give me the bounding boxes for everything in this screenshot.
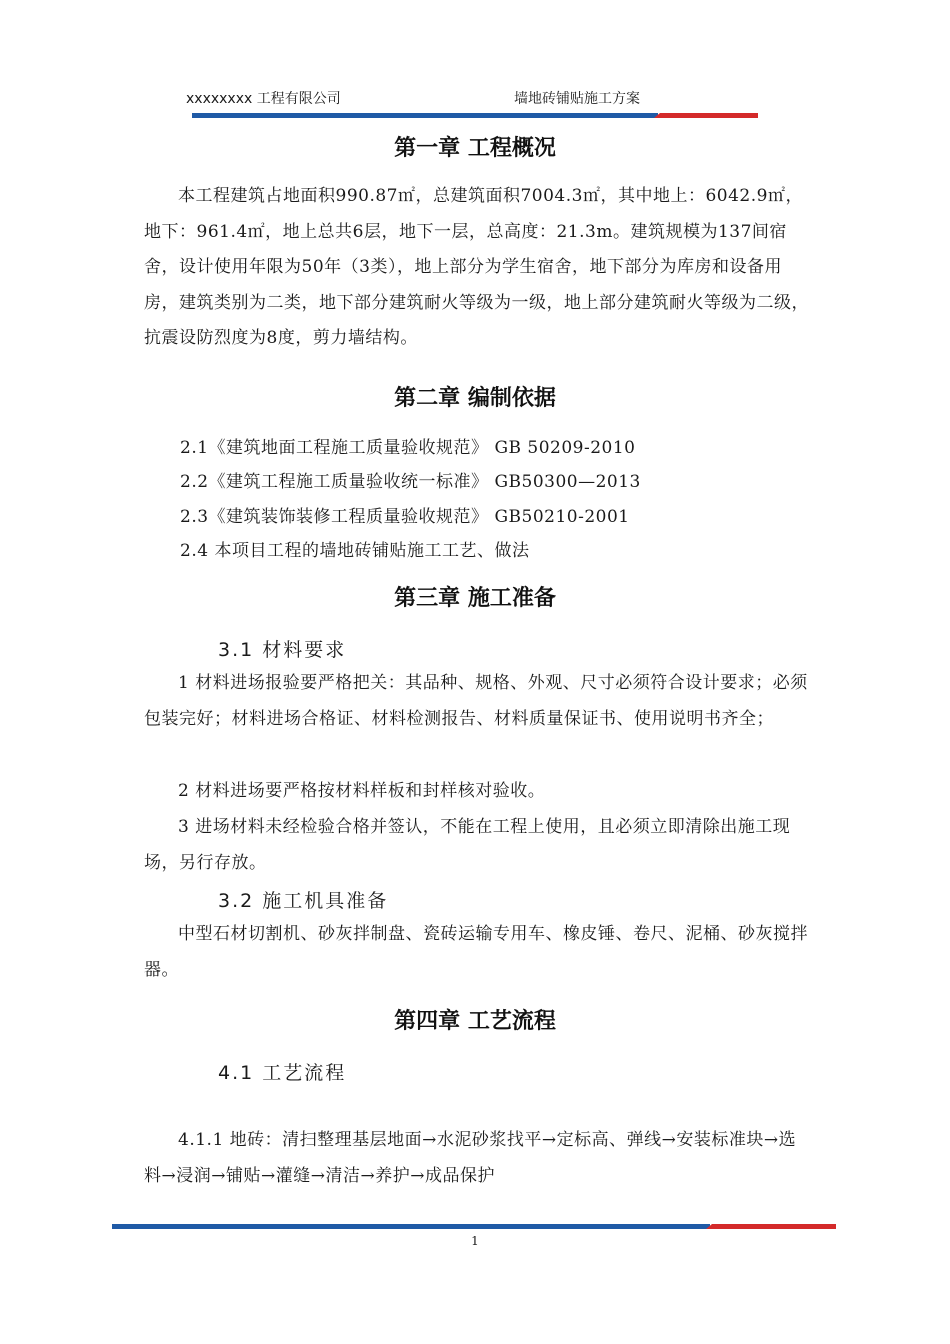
chapter-2-title: 第二章 编制依据	[394, 386, 556, 411]
section-3-2-title: 3.2 施工机具准备	[218, 890, 389, 912]
section-3-1-title: 3.1 材料要求	[218, 639, 347, 661]
page-number: 1	[471, 1234, 479, 1248]
reference-item: 2.1《建筑地面工程施工质量验收规范》 GB 50209-2010	[180, 438, 636, 458]
material-requirement-3: 3 进场材料未经检验合格并签认，不能在工程上使用，且必须立即清除出施工现场，另行存放。	[144, 817, 791, 873]
material-requirement-1: 1 材料进场报验要严格把关：其品种、规格、外观、尺寸必须符合设计要求；必须包装完好；材料进场合格证、材料检测报告、材料质量保证书、使用说明书齐全；	[144, 673, 808, 729]
material-requirement-2: 2 材料进场要严格按材料样板和封样核对验收。	[178, 781, 546, 801]
reference-item: 2.2《建筑工程施工质量验收统一标准》 GB50300—2013	[180, 472, 641, 492]
header-document-title: 墙地砖铺贴施工方案	[514, 91, 640, 107]
header-company-name: xxxxxxxx 工程有限公司	[186, 91, 341, 107]
reference-item: 2.4 本项目工程的墙地砖铺贴施工工艺、做法	[180, 541, 530, 561]
chapter-3-title: 第三章 施工准备	[394, 586, 556, 611]
chapter-1-body: 本工程建筑占地面积990.87㎡，总建筑面积7004.3㎡，其中地上：6042.9㎡，地下：961.4㎡，地上总共6层，地下一层，总高度：21.3m。建筑规模为137间宿舍，设计使用年限为50年（3类），地上部分为学生宿舍，地下部分为库房和设备用房，建筑类别为二类，地下部分建筑耐火等级为一级，地上部分建筑耐火等级为二级，抗震设防烈度为8度，剪力墙结构。	[144, 186, 809, 348]
tools-list: 中型石材切割机、砂灰拌制盘、瓷砖运输专用车、橡皮锤、卷尺、泥桶、砂灰搅拌器。	[144, 924, 808, 980]
section-4-1-title: 4.1 工艺流程	[218, 1062, 347, 1084]
floor-tile-process: 4.1.1 地砖：清扫整理基层地面→水泥砂浆找平→定标高、弹线→安装标准块→选料→浸润→铺贴→灌缝→清洁→养护→成品保护	[144, 1130, 797, 1186]
chapter-4-title: 第四章 工艺流程	[394, 1009, 556, 1034]
chapter-1-title: 第一章 工程概况	[394, 136, 556, 161]
reference-item: 2.3《建筑装饰装修工程质量验收规范》 GB50210-2001	[180, 507, 630, 527]
